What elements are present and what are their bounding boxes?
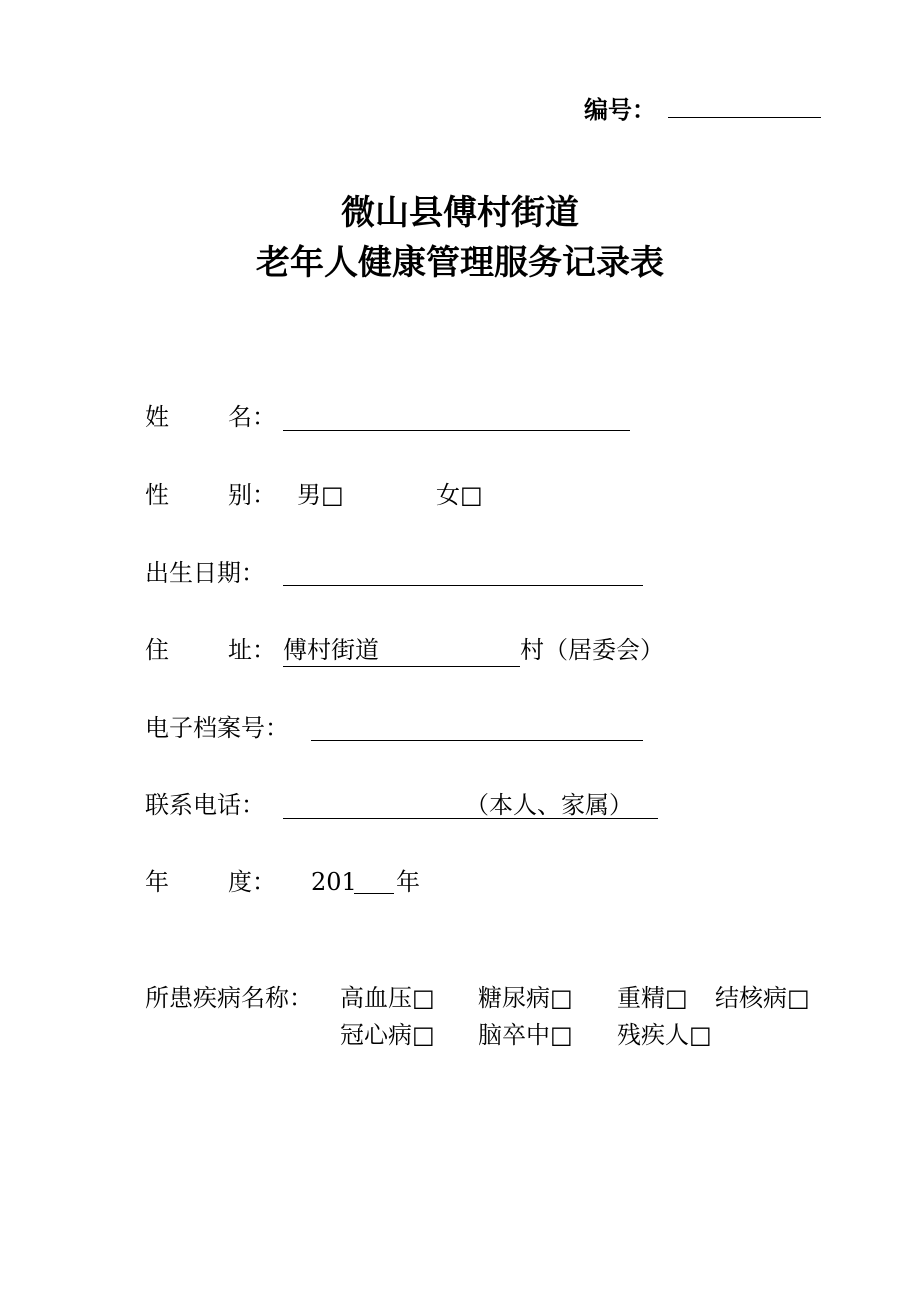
disease-tuberculosis-checkbox[interactable]: 结核病□ bbox=[715, 984, 810, 1012]
disease-hypertension-checkbox[interactable]: 高血压□ bbox=[340, 984, 435, 1012]
address-label-b: 址： bbox=[228, 636, 276, 664]
phone-label: 联系电话： bbox=[145, 791, 265, 819]
page-title-line1: 微山县傅村街道 bbox=[341, 193, 579, 233]
serial-number-field[interactable] bbox=[668, 117, 821, 118]
address-street[interactable]: 傅村街道 bbox=[283, 635, 520, 667]
record-number-field[interactable] bbox=[311, 740, 643, 741]
gender-female-checkbox[interactable]: 女□ bbox=[436, 481, 483, 509]
birthdate-field[interactable] bbox=[283, 585, 643, 586]
disease-stroke-checkbox[interactable]: 脑卒中□ bbox=[478, 1021, 573, 1049]
name-label-a: 姓 bbox=[145, 403, 169, 431]
phone-note: （本人、家属） bbox=[465, 791, 633, 819]
year-label-a: 年 bbox=[145, 868, 169, 896]
disease-diabetes-checkbox[interactable]: 糖尿病□ bbox=[478, 984, 573, 1012]
birthdate-label: 出生日期： bbox=[145, 559, 265, 587]
serial-number-label: 编号： bbox=[584, 96, 656, 124]
name-label-b: 名： bbox=[228, 403, 276, 431]
address-label-a: 住 bbox=[145, 636, 169, 664]
diseases-label: 所患疾病名称： bbox=[145, 984, 313, 1012]
gender-label-a: 性 bbox=[145, 481, 169, 509]
disease-mental-checkbox[interactable]: 重精□ bbox=[617, 984, 688, 1012]
page-title-line2: 老年人健康管理服务记录表 bbox=[256, 243, 664, 283]
name-field[interactable] bbox=[283, 430, 630, 431]
address-suffix: 村（居委会） bbox=[520, 636, 664, 664]
gender-label-b: 别： bbox=[228, 481, 276, 509]
year-prefix: 201 bbox=[311, 868, 357, 896]
gender-male-checkbox[interactable]: 男□ bbox=[297, 481, 344, 509]
disease-disability-checkbox[interactable]: 残疾人□ bbox=[617, 1021, 712, 1049]
year-label-b: 度： bbox=[228, 868, 276, 896]
disease-coronary-checkbox[interactable]: 冠心病□ bbox=[340, 1021, 435, 1049]
year-field[interactable] bbox=[354, 893, 394, 894]
year-suffix: 年 bbox=[396, 868, 420, 896]
record-number-label: 电子档案号： bbox=[145, 714, 289, 742]
